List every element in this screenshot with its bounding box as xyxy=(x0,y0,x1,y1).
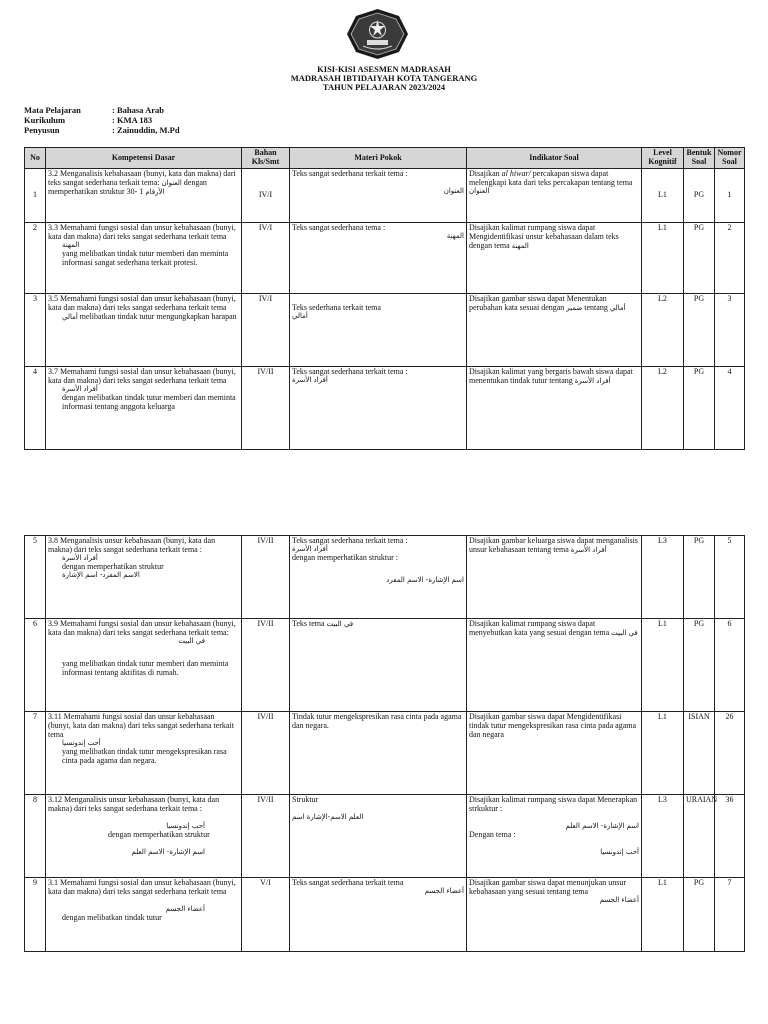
row-kompetensi xyxy=(46,367,242,450)
document-title: KISI-KISI ASESMEN MADRASAH xyxy=(317,64,451,74)
kd-text-2: dengan melibatkan tindak tutur xyxy=(62,912,162,922)
kd-arabic: أفراد الأسرة xyxy=(62,384,98,393)
kd-arabic: أمالي xyxy=(62,312,78,321)
kd-text: 3.3 Memahami fungsi sosial dan unsur kebahasaan (bunyi, kata dan makna) dari teks sangat sederhana terkait tema xyxy=(48,223,236,241)
row-level: L1 xyxy=(642,878,684,952)
materi-arabic: العلم الاسم-الإشارة اسم xyxy=(292,812,364,821)
row-level: L3 xyxy=(642,536,684,619)
row-indikator xyxy=(467,878,642,952)
row-materi xyxy=(290,878,467,952)
row-bahan: IV/I xyxy=(242,169,290,223)
row-nomor: 7 xyxy=(715,878,745,952)
kd-arabic: أحب إندونسيا xyxy=(166,821,205,830)
row-nomor: 6 xyxy=(715,619,745,712)
kd-text-2: dengan memperhatikan struktur xyxy=(62,561,164,571)
kd-text: 3.1 Memahami fungsi sosial dan unsur kebahasaan (bunyi, kata dan makna) dari teks sangat sederhana terkait tema xyxy=(48,878,236,896)
row-bentuk: PG xyxy=(684,536,715,619)
row-kompetensi xyxy=(46,878,242,952)
row-bahan: V/I xyxy=(242,878,290,952)
table-row xyxy=(25,223,745,294)
row-no: 9 xyxy=(25,878,46,952)
row-level: L1 xyxy=(642,619,684,712)
row-bahan: IV/II xyxy=(242,536,290,619)
kd-text: 3.12 Menganalisis unsur kebahasaan (bunyi, kata dan makna) dari teks sangat sederhana terkait tema : xyxy=(48,795,220,813)
row-nomor: 1 xyxy=(715,169,745,223)
row-level: L1 xyxy=(642,712,684,795)
school-name: MADRASAH IBTIDAIYAH KOTA TANGERANG xyxy=(290,73,478,83)
materi-text: Teks sederhana terkait tema xyxy=(292,303,381,312)
materi-arabic: في البيت xyxy=(326,620,354,628)
materi-arabic: أعضاء الجسم xyxy=(424,886,464,895)
row-bentuk: URAIAN xyxy=(684,795,715,878)
table-row xyxy=(25,712,745,795)
materi-arabic: أفراد الأسرة xyxy=(292,544,328,553)
row-bentuk: PG xyxy=(684,619,715,712)
row-no: 6 xyxy=(25,619,46,712)
kd-arabic: أفراد الأسرة xyxy=(62,553,98,562)
kd-text: 3.2 Menganalisis kebahasaan (bunyi, kata dan makna) dari teks sangat sederhana terkait tema: xyxy=(48,169,236,187)
indikator-italic: al hiwar/ xyxy=(501,169,531,178)
kd-arabic: أعضاء الجسم xyxy=(165,904,205,913)
kd-text: 3.9 Memahami fungsi sosial dan unsur kebahasaan (bunyi, kata dan makna) dari teks sangat sederhana terkait tema: xyxy=(48,619,236,637)
kd-text: 3.8 Menganalisis unsur kebahasaan (bunyi, kata dan makna) dari teks sangat sederhana terkait tema : xyxy=(48,536,216,554)
indikator-arabic: اسم الإشارة- الاسم العلم xyxy=(565,821,639,830)
indikator-text: Disajikan kalimat rumpang siswa dapat Menerapkan strkuktur : xyxy=(469,795,638,813)
kd-text-2: dengan memperhatikan struktur 30- 1 xyxy=(48,177,207,196)
row-indikator xyxy=(467,367,642,450)
academic-year: TAHUN PELAJARAN 2023/2024 xyxy=(322,82,446,92)
row-nomor: 3 xyxy=(715,294,745,367)
table-header-row xyxy=(25,148,745,169)
subject-label: Mata Pelajaran xyxy=(24,105,81,115)
kd-text-2: yang melibatkan tindak tutur memberi dan meminta informasi sangat sederhana terkait protesi. xyxy=(62,248,229,267)
indikator-text: Disajikan gambar keluarga siswa dapat menganalisis unsur kebahasaan tentang tema xyxy=(469,536,638,554)
materi-arabic: أفراد الأسرة xyxy=(292,375,328,384)
author-value: : Zainuddin, M.Pd xyxy=(112,125,180,135)
row-no: 3 xyxy=(25,294,46,367)
row-bentuk: PG xyxy=(684,294,715,367)
row-indikator xyxy=(467,536,642,619)
row-bahan: IV/II xyxy=(242,619,290,712)
ministry-emblem-logo xyxy=(345,8,410,60)
document-meta xyxy=(24,106,180,136)
indikator-text: Disajikan kalimat rumpang siswa dapat Mengidentifikasi unsur kebahasaan dalam teks dengan tema xyxy=(469,223,619,250)
indikator-arabic: ضمير xyxy=(566,303,583,312)
row-materi xyxy=(290,294,467,367)
row-level: L1 xyxy=(642,169,684,223)
row-bahan: IV/II xyxy=(242,367,290,450)
row-nomor: 2 xyxy=(715,223,745,294)
indikator-text: Disajikan kalimat yang bergaris bawah siswa dapat menentukan tindak tutur tentang xyxy=(469,367,633,385)
row-bahan: IV/II xyxy=(242,795,290,878)
row-materi xyxy=(290,536,467,619)
row-no: 5 xyxy=(25,536,46,619)
materi-text-2: dengan memperhatikan struktur : xyxy=(292,552,398,562)
materi-text: Teks sangat sederhana terkait tema xyxy=(292,878,404,887)
materi-arabic-2: اسم الإشارة- الاسم المفرد xyxy=(386,575,464,584)
table-row xyxy=(25,878,745,952)
row-bentuk: ISIAN xyxy=(684,712,715,795)
row-materi xyxy=(290,223,467,294)
indikator-text: Disajikan gambar siswa dapat Menentukan perubahan kata sesuai dengan xyxy=(469,294,607,312)
indikator-text-2: tentang xyxy=(584,302,608,312)
col-header-materi: Materi Pokok xyxy=(290,148,467,169)
row-kompetensi xyxy=(46,536,242,619)
row-indikator xyxy=(467,294,642,367)
row-no: 2 xyxy=(25,223,46,294)
materi-text: Struktur xyxy=(292,795,319,804)
indikator-text-2: percakapan siswa dapat melengkapi kata dari teks percakapan tentang tema xyxy=(469,169,633,187)
row-no: 1 xyxy=(25,169,46,223)
curriculum-value: : KMA 183 xyxy=(112,115,153,125)
subject-value: : Bahasa Arab xyxy=(112,105,164,115)
row-level: L3 xyxy=(642,795,684,878)
row-indikator xyxy=(467,795,642,878)
kd-arabic-2: الأرقام xyxy=(145,187,165,196)
row-bahan: IV/I xyxy=(242,223,290,294)
row-no: 4 xyxy=(25,367,46,450)
kd-text: 3.11 Memahami fungsi sosial dan unsur kebahasaan (bunyi, kata dan makna) dari teks sangat sederhana terkait tema xyxy=(48,712,234,739)
row-bahan: IV/I xyxy=(242,294,290,367)
table-row xyxy=(25,169,745,223)
row-kompetensi xyxy=(46,619,242,712)
row-materi xyxy=(290,619,467,712)
indikator-arabic: العنوان xyxy=(469,186,490,195)
row-bentuk: PG xyxy=(684,169,715,223)
kd-arabic: المهنة xyxy=(62,240,80,249)
materi-text: Teks sangat sederhana terkait tema : xyxy=(292,367,408,376)
col-header-nomor: Nomor Soal xyxy=(715,148,745,169)
kd-text-2: dengan memperhatikan struktur xyxy=(108,829,210,839)
col-header-level: Level Kognitif xyxy=(642,148,684,169)
indikator-arabic: في البيت xyxy=(611,628,638,637)
col-header-no: No xyxy=(25,148,46,169)
kd-text-2: yang melibatkan tindak tutur memberi dan meminta informasi tentang aktifitas di rumah. xyxy=(62,658,229,677)
indikator-arabic: أفراد الأسرة xyxy=(570,545,607,554)
table-row xyxy=(25,795,745,878)
kd-arabic-2: اسم الإشارة- الاسم العلم xyxy=(131,847,205,856)
table-row xyxy=(25,294,745,367)
indikator-text: Disajikan gambar siswa dapat menunjukan unsur kebahasaan yang sesuai tentang tema xyxy=(469,878,627,896)
row-indikator xyxy=(467,169,642,223)
row-materi xyxy=(290,795,467,878)
kd-arabic: في البيت xyxy=(178,636,205,645)
row-nomor: 36 xyxy=(715,795,745,878)
row-nomor: 4 xyxy=(715,367,745,450)
table-row xyxy=(25,536,745,619)
kd-arabic: العنوان xyxy=(161,178,182,187)
kisi-kisi-table-part-1 xyxy=(24,147,745,450)
col-header-kompetensi: Kompetensi Dasar xyxy=(46,148,242,169)
indikator-arabic-2: أمالي xyxy=(609,303,626,312)
curriculum-label: Kurikulum xyxy=(24,115,66,125)
row-kompetensi xyxy=(46,294,242,367)
row-no: 8 xyxy=(25,795,46,878)
row-bentuk: PG xyxy=(684,367,715,450)
indikator-text: Disajikan xyxy=(469,169,500,178)
kd-arabic-2: الاسم المفرد- اسم الإشارة xyxy=(62,570,140,579)
kd-text-2: dengan melibatkan tindak tutur memberi dan meminta informasi tentang anggota keluarga xyxy=(62,392,236,411)
kd-text: 3.7 Memahami fungsi sosial dan unsur kebahasaan (bunyi, kata dan makna) dari teks sangat sederhana terkait tema xyxy=(48,367,236,385)
materi-text: Teks sangat sederhana tema : xyxy=(292,223,386,232)
row-nomor: 26 xyxy=(715,712,745,795)
indikator-arabic: المهنة xyxy=(511,241,529,250)
row-level: L2 xyxy=(642,294,684,367)
indikator-text-2: Dengan tema : xyxy=(469,829,516,839)
row-indikator xyxy=(467,223,642,294)
row-materi: Tindak tutur mengekspresikan rasa cinta pada agama dan negara. xyxy=(290,712,467,795)
row-kompetensi xyxy=(46,712,242,795)
materi-text: Teks tema xyxy=(292,619,325,628)
row-bahan: IV/II xyxy=(242,712,290,795)
row-level: L2 xyxy=(642,367,684,450)
indikator-arabic: أفراد الأسرة xyxy=(574,376,611,385)
col-header-indikator: Indikator Soal xyxy=(467,148,642,169)
indikator-arabic: أعضاء الجسم xyxy=(599,895,639,904)
row-no: 7 xyxy=(25,712,46,795)
kd-arabic: أحب إندونسيا xyxy=(62,738,101,747)
author-label: Penyusun xyxy=(24,125,60,135)
kd-text: 3.5 Memahami fungsi sosial dan unsur kebahasaan (bunyi, kata dan makna) dari teks sangat sederhana terkait tema xyxy=(48,294,236,312)
table-row xyxy=(25,619,745,712)
materi-arabic: المهنة xyxy=(446,231,464,240)
row-indikator xyxy=(467,619,642,712)
materi-arabic: أمالي xyxy=(292,311,308,320)
row-bentuk: PG xyxy=(684,878,715,952)
row-kompetensi xyxy=(46,223,242,294)
row-bentuk: PG xyxy=(684,223,715,294)
row-materi xyxy=(290,367,467,450)
col-header-bentuk: Bentuk Soal xyxy=(684,148,715,169)
kisi-kisi-table-part-2 xyxy=(24,535,745,952)
kd-text-2: melibatkan tindak tutur mengungkapkan harapan xyxy=(79,311,237,321)
row-nomor: 5 xyxy=(715,536,745,619)
row-indikator: Disajikan gambar siswa dapat Mengidentifikasi tindak tutur mengekspresikan rasa cinta pada agama dan negara xyxy=(467,712,642,795)
table-row xyxy=(25,367,745,450)
indikator-text: Disajikan kalimat rumpang siswa dapat menyebutkan kata yang sesuai dengan tema xyxy=(469,619,610,637)
row-kompetensi xyxy=(46,169,242,223)
indikator-arabic-2: أحب إندونسيا xyxy=(600,847,639,856)
row-kompetensi xyxy=(46,795,242,878)
row-materi xyxy=(290,169,467,223)
materi-text: Teks sangat sederhana terkait tema : xyxy=(292,536,408,545)
kd-text-2: yang melibatkan tindak tutur mengekspresikan rasa cinta pada agama dan negara. xyxy=(62,746,227,765)
row-level: L1 xyxy=(642,223,684,294)
materi-arabic: العنوان xyxy=(443,186,464,195)
col-header-bahan: Bahan Kls/Smt xyxy=(242,148,290,169)
materi-text: Teks sangat sederhana terkait tema : xyxy=(292,169,408,178)
